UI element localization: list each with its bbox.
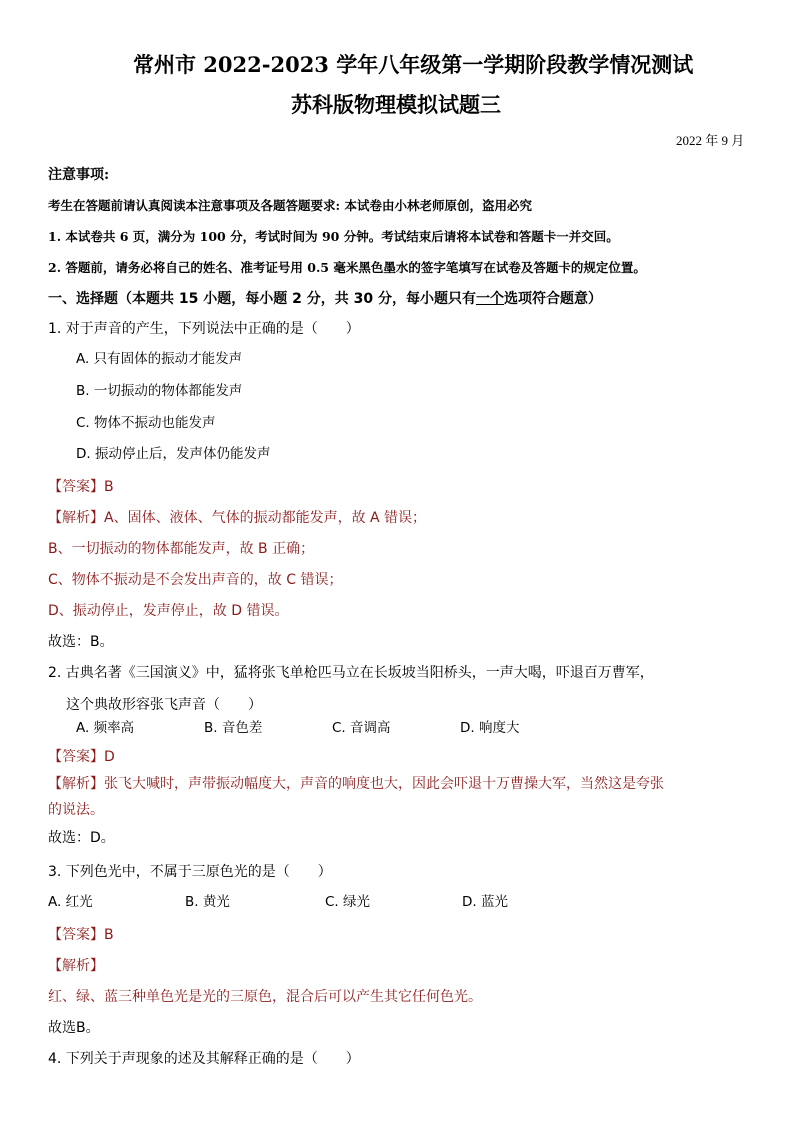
question-1-analysis-0: 【解析】A、固体、液体、气体的振动都能发声，故 A 错误； [48,510,427,526]
question-4-stem: 4. 下列关于声现象的述及其解释正确的是（ ） [48,1051,360,1067]
question-2-choose: 故选：D。 [48,830,115,846]
page-subtitle: 苏科版物理模拟试题三 [291,92,501,117]
question-3-analysis: 红、绿、蓝三种单色光是光的三原色，混合后可以产生其它任何色光。 [48,989,482,1005]
question-1-answer: 【答案】B [48,479,114,495]
question-3-answer: 【答案】B [48,927,114,943]
question-1-analysis-2: C、物体不振动是不会发出声音的，故 C 错误； [48,572,343,588]
question-1-analysis-3: D、振动停止，发声停止，故 D 错误。 [48,603,289,619]
question-1-choose: 故选：B。 [48,634,114,650]
question-3-choose: 故选B。 [48,1020,100,1036]
question-2-stem-line-1: 2. 古典名著《三国演义》中，猛将张飞单枪匹马立在长坂坡当阳桥头，一声大喝，吓退百万曹军， [48,665,654,681]
question-2-option-b: B. 音色差 [204,720,263,736]
question-1-analysis-1: B、一切振动的物体都能发声，故 B 正确； [48,541,315,557]
question-2-answer: 【答案】D [48,749,115,765]
question-2-analysis-line-1: 【解析】张飞大喊时，声带振动幅度大，声音的响度也大，因此会吓退十万曹操大军，当然这是夸张 [48,776,664,792]
question-1-option-b: B. 一切振动的物体都能发声 [76,383,243,399]
exam-date: 2022 年 9 月 [676,133,745,148]
question-2-option-c: C. 音调高 [332,720,391,736]
notice-line-1: 1. 本试卷共 6 页，满分为 100 分，考试时间为 90 分钟。考试结束后请将本试卷和答题卡一并交回。 [48,229,619,244]
question-2-option-a: A. 频率高 [76,720,135,736]
question-3-stem: 3. 下列色光中，不属于三原色光的是（ ） [48,864,332,880]
question-1-stem: 1. 对于声音的产生，下列说法中正确的是（ ） [48,321,360,337]
question-3-analysis-heading: 【解析】 [48,958,104,974]
question-1-option-a: A. 只有固体的振动才能发声 [76,351,243,367]
question-2-option-d: D. 响度大 [460,720,520,736]
notice-line-2: 2. 答题前，请务必将自己的姓名、准考证号用 0.5 毫米黑色墨水的签字笔填写在试卷及答题卡的规定位置。 [48,260,646,275]
question-2-stem-line-2: 这个典故形容张飞声音（ ） [66,697,262,713]
page-title: 常州市 2022-2023 学年八年级第一学期阶段教学情况测试 [133,52,694,77]
notice-heading: 注意事项: [48,167,110,183]
question-1-option-c: C. 物体不振动也能发声 [76,415,216,431]
question-3-option-a: A. 红光 [48,894,93,910]
question-2-analysis-line-2: 的说法。 [48,802,104,818]
section-heading: 一、选择题（本题共 15 小题，每小题 2 分，共 30 分，每小题只有一个选项符合题意） [48,291,602,307]
notice-line-0: 考生在答题前请认真阅读本注意事项及各题答题要求: 本试卷由小林老师原创，盗用必究 [48,198,532,213]
question-1-option-d: D. 振动停止后，发声体仍能发声 [76,446,271,462]
question-3-option-c: C. 绿光 [325,894,371,910]
question-3-option-b: B. 黄光 [185,894,230,910]
question-3-option-d: D. 蓝光 [462,894,508,910]
